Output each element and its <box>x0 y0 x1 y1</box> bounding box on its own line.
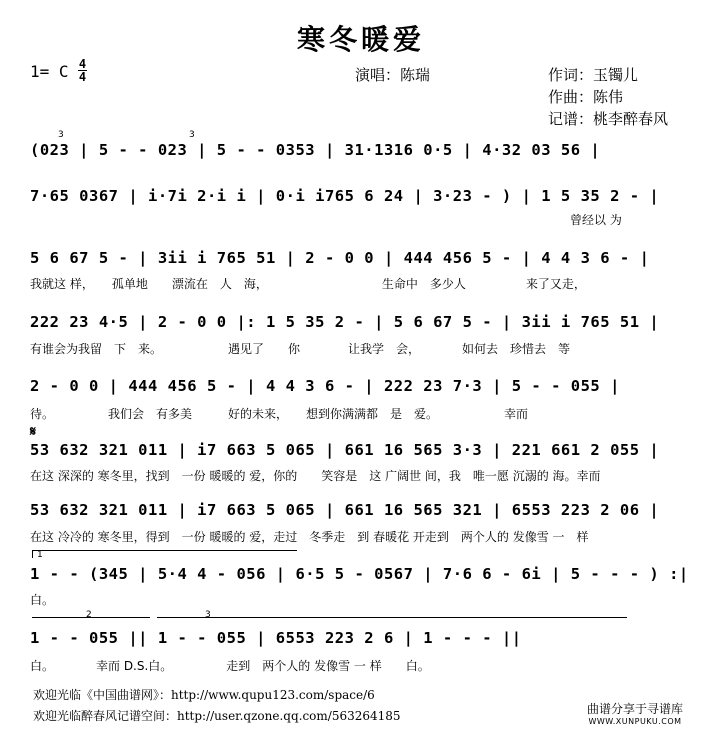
time-signature-top: 4 <box>78 57 87 71</box>
volta-number: 2 <box>86 610 92 620</box>
system-2-notes: 7·65 0367 | i·7i 2·i i | 0·i i765 6 24 | 3·23 - ) | 1 5 35 2 - | <box>30 187 660 205</box>
system-6-lyrics: 在这 深深的 寒冬里，找到 一份 暖暖的 爱，你的 笑容是 这 广阔世 间，我 唯一愿 沉溺的 海。幸而 <box>30 469 601 483</box>
system-4-lyrics: 有谁会为我留 下 来。 遇见了 你 让我学 会， 如何去 珍惜去 等 <box>30 342 571 356</box>
volta-number: 3 <box>205 610 211 620</box>
system-7-lyrics: 在这 冷冷的 寒冬里，得到 一份 暖暖的 爱，走过 冬季走 到 春暖花 开走到 两个人的 发像雪 一 样 <box>30 530 589 544</box>
system-8-notes: 1 - - (345 | 5·4 4 - 056 | 6·5 5 - 0567 | 7·6 6 - 6i | 5 - - - ) :| <box>30 565 689 583</box>
lyricist: 作词：玉镯儿 <box>548 66 639 84</box>
site-url: WWW.XUNPUKU.COM <box>588 717 682 726</box>
footer-line-1: 欢迎光临《中国曲谱网》：http://www.qupu123.com/space/6 <box>33 688 375 702</box>
system-1-notes: (023 | 5 - - 023 | 5 - - 0353 | 31·1316 0·5 | 4·32 03 56 | <box>30 141 601 159</box>
site-name: 曲谱分享于寻谱库 <box>586 702 683 716</box>
system-2-lyrics: 曾经以 为 <box>570 213 622 227</box>
volta-number: 1 <box>37 550 43 560</box>
system-7-notes: 53 632 321 011 | i7 663 5 065 | 661 16 565 321 | 6553 223 2 06 | <box>30 501 660 519</box>
transcriber: 记谱：桃李醉春风 <box>548 110 669 128</box>
system-9-notes: 1 - - 055 || 1 - - 055 | 6553 223 2 6 | 1 - - - || <box>30 629 522 647</box>
system-8-lyrics: 白。 <box>30 593 55 607</box>
composer: 作曲：陈伟 <box>548 88 624 106</box>
singer: 演唱：陈瑞 <box>355 66 431 84</box>
system-9-lyrics: 白。 幸而 D.S.白。 走到 两个人的 发像雪 一 样 白。 <box>30 659 430 673</box>
volta-bracket <box>157 617 627 618</box>
system-5-notes: 2 - 0 0 | 444 456 5 - | 4 4 3 6 - | 222 23 7·3 | 5 - - 055 | <box>30 377 620 395</box>
volta-bracket <box>32 550 297 551</box>
key-signature: 1= C <box>30 62 69 81</box>
system-3-lyrics: 我就这 样， 孤单地 漂流在 人 海， 生命中 多少人 来了又走， <box>30 277 586 291</box>
time-signature <box>78 58 87 83</box>
triplet-mark: 3 <box>189 130 195 140</box>
system-5-lyrics: 待。 我们会 有多美 好的未来， 想到你满满都 是 爱。 幸而 <box>30 407 529 421</box>
segno-sign: 𝄋 <box>30 424 37 440</box>
system-4-notes: 222 23 4·5 | 2 - 0 0 |: 1 5 35 2 - | 5 6 67 5 - | 3ii i 765 51 | <box>30 313 660 331</box>
system-6-notes: 53 632 321 011 | i7 663 5 065 | 661 16 565 3·3 | 221 661 2 055 | <box>30 441 660 459</box>
triplet-mark: 3 <box>58 130 64 140</box>
footer-line-2: 欢迎光临醉春风记谱空间：http://user.qzone.qq.com/563264185 <box>33 709 401 723</box>
volta-bracket-hook <box>32 550 33 558</box>
system-3-notes: 5 6 67 5 - | 3ii i 765 51 | 2 - 0 0 | 444 456 5 - | 4 4 3 6 - | <box>30 249 650 267</box>
score-title: 寒冬暖爱 <box>296 23 425 56</box>
site-logo <box>560 700 710 726</box>
time-signature-bottom: 4 <box>78 70 87 84</box>
